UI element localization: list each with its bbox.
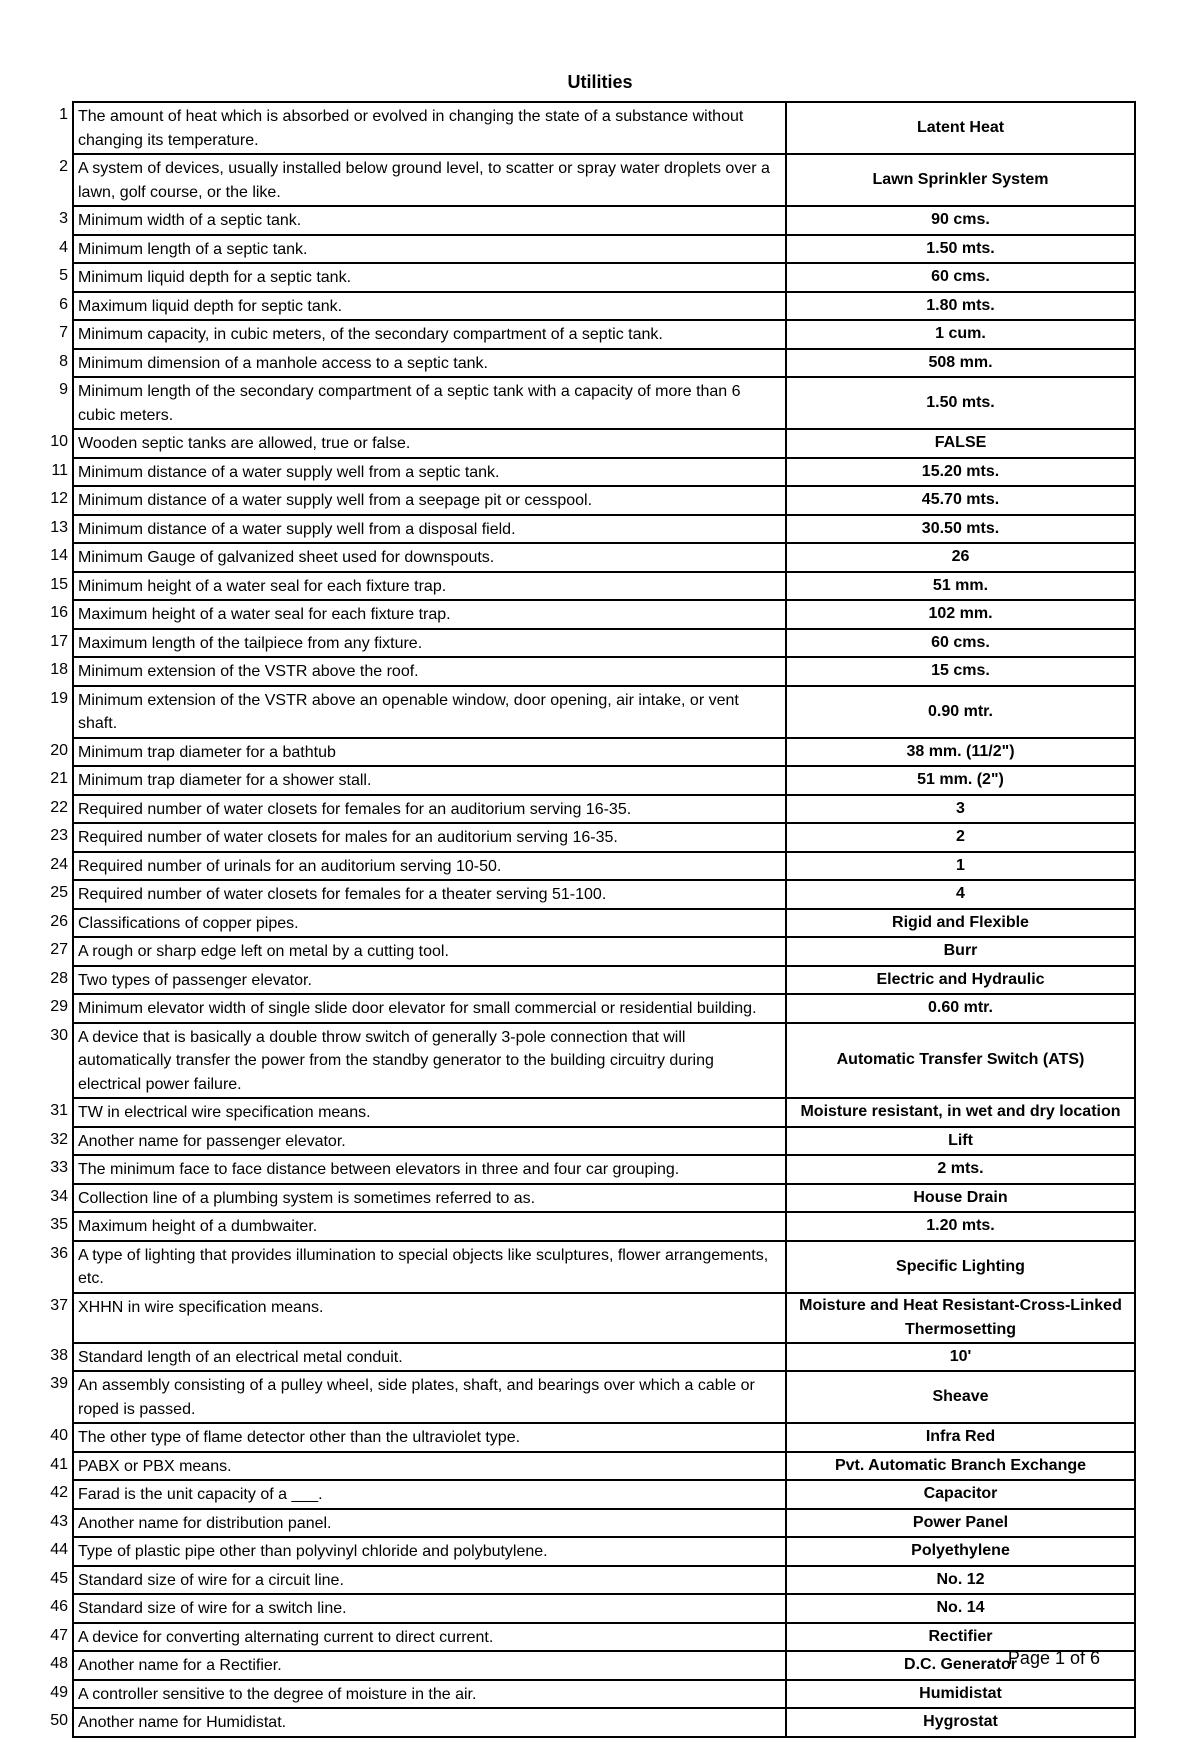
question-cell: Minimum width of a septic tank.	[72, 207, 787, 234]
answer-cell: 15 cms.	[787, 658, 1136, 685]
table-row	[50, 1481, 1136, 1510]
question-cell: Maximum liquid depth for septic tank.	[72, 293, 787, 320]
row-number: 49	[50, 1683, 68, 1701]
answer-cell: 2	[787, 824, 1136, 851]
answer-cell: Rectifier	[787, 1624, 1136, 1651]
row-number: 26	[50, 912, 68, 930]
table-row	[50, 544, 1136, 573]
table-row	[50, 796, 1136, 825]
question-cell: Another name for a Rectifier.	[72, 1652, 787, 1679]
row-number: 3	[59, 210, 68, 227]
row-number: 24	[50, 855, 68, 873]
table-row	[50, 601, 1136, 630]
question-cell: A rough or sharp edge left on metal by a cutting tool.	[72, 938, 787, 965]
row-number: 47	[50, 1626, 68, 1644]
table-row	[59, 207, 1136, 236]
row-number: 43	[50, 1512, 68, 1530]
question-cell: Required number of water closets for females for a theater serving 51-100.	[72, 881, 787, 908]
table-row	[50, 739, 1136, 768]
row-number: 29	[50, 998, 68, 1015]
table-row	[50, 487, 1136, 516]
answer-cell: 1	[787, 853, 1136, 880]
question-cell: Required number of urinals for an auditorium serving 10-50.	[72, 853, 787, 880]
answer-cell: 508 mm.	[787, 350, 1136, 377]
row-number: 19	[50, 689, 68, 707]
row-number: 13	[50, 518, 68, 536]
row-number: 18	[50, 661, 68, 678]
question-cell: Maximum height of a dumbwaiter.	[72, 1213, 787, 1240]
answer-cell: 1.50 mts.	[787, 236, 1136, 263]
table-row	[59, 321, 1136, 350]
row-number: 10	[50, 433, 68, 450]
answer-cell: 4	[787, 881, 1136, 908]
table-row	[50, 938, 1136, 967]
answer-cell: Pvt. Automatic Branch Exchange	[787, 1453, 1136, 1480]
answer-cell: Hygrostat	[787, 1709, 1136, 1736]
table-row	[50, 1156, 1136, 1185]
table-row	[59, 350, 1136, 379]
answer-cell: House Drain	[787, 1185, 1136, 1212]
table-row	[59, 264, 1136, 293]
question-cell: Another name for Humidistat.	[72, 1709, 787, 1736]
question-cell: Minimum extension of the VSTR above an openable window, door opening, air intake, or vent shaft.	[72, 687, 787, 737]
row-number: 36	[50, 1244, 68, 1262]
table-row	[50, 516, 1136, 545]
table-row	[50, 1024, 1136, 1100]
answer-cell: 30.50 mts.	[787, 516, 1136, 543]
table-row	[50, 1538, 1136, 1567]
question-cell: Minimum height of a water seal for each fixture trap.	[72, 573, 787, 600]
table-row	[50, 1294, 1136, 1344]
question-cell: Minimum distance of a water supply well from a septic tank.	[72, 459, 787, 486]
table-row	[50, 967, 1136, 996]
answer-cell: Polyethylene	[787, 1538, 1136, 1565]
answer-cell: D.C. Generator	[787, 1652, 1136, 1679]
question-cell: PABX or PBX means.	[72, 1453, 787, 1480]
question-cell: Collection line of a plumbing system is sometimes referred to as.	[72, 1185, 787, 1212]
answer-cell: Power Panel	[787, 1510, 1136, 1537]
answer-cell: 60 cms.	[787, 630, 1136, 657]
answer-cell: 0.60 mtr.	[787, 995, 1136, 1022]
table-row	[59, 155, 1136, 207]
row-number: 30	[50, 1026, 68, 1044]
answer-cell: 26	[787, 544, 1136, 571]
row-number: 21	[50, 770, 68, 787]
row-number: 7	[59, 324, 68, 341]
question-cell: Minimum length of a septic tank.	[72, 236, 787, 263]
table-row	[50, 1652, 1136, 1681]
row-number: 20	[50, 741, 68, 759]
question-cell: Minimum length of the secondary compartment of a septic tank with a capacity of more than 6 cubic meters.	[72, 378, 787, 428]
answer-cell: No. 12	[787, 1567, 1136, 1594]
question-cell: Required number of water closets for females for an auditorium serving 16-35.	[72, 796, 787, 823]
table-row	[50, 1344, 1136, 1373]
row-number: 33	[50, 1159, 68, 1176]
question-cell: Two types of passenger elevator.	[72, 967, 787, 994]
questions-table	[50, 101, 1136, 1738]
question-cell: Minimum trap diameter for a bathtub	[72, 739, 787, 766]
row-number: 17	[50, 632, 68, 650]
answer-cell: 0.90 mtr.	[787, 687, 1136, 737]
row-number: 15	[50, 575, 68, 593]
question-cell: The amount of heat which is absorbed or evolved in changing the state of a substance without changing its temperature.	[72, 103, 787, 153]
table-row	[59, 378, 1136, 430]
row-number: 28	[50, 969, 68, 987]
table-row	[50, 1372, 1136, 1424]
answer-cell: Electric and Hydraulic	[787, 967, 1136, 994]
row-number: 40	[50, 1427, 68, 1444]
table-row	[50, 1681, 1136, 1710]
answer-cell: 2 mts.	[787, 1156, 1136, 1183]
question-cell: Minimum extension of the VSTR above the roof.	[72, 658, 787, 685]
answer-cell: 3	[787, 796, 1136, 823]
question-cell: Standard size of wire for a switch line.	[72, 1595, 787, 1622]
page-title: Utilities	[567, 72, 633, 92]
answer-cell: Automatic Transfer Switch (ATS)	[787, 1024, 1136, 1098]
question-cell: Maximum length of the tailpiece from any fixture.	[72, 630, 787, 657]
row-number: 39	[50, 1375, 68, 1392]
answer-cell: Capacitor	[787, 1481, 1136, 1508]
table-row	[59, 293, 1136, 322]
answer-cell: 1 cum.	[787, 321, 1136, 348]
table-row	[50, 573, 1136, 602]
table-row	[59, 103, 1136, 155]
table-row	[50, 630, 1136, 659]
question-cell: Minimum trap diameter for a shower stall.	[72, 767, 787, 794]
table-row	[50, 1624, 1136, 1653]
question-cell: Standard size of wire for a circuit line.	[72, 1567, 787, 1594]
table-row	[50, 1213, 1136, 1242]
answer-cell: Rigid and Flexible	[787, 910, 1136, 937]
question-cell: XHHN in wire specification means.	[72, 1294, 787, 1342]
row-number: 8	[59, 352, 68, 370]
table-row	[50, 1510, 1136, 1539]
table-row	[50, 687, 1136, 739]
question-cell: Type of plastic pipe other than polyvinyl chloride and polybutylene.	[72, 1538, 787, 1565]
answer-cell: 102 mm.	[787, 601, 1136, 628]
row-number: 50	[50, 1712, 68, 1729]
answer-cell: 90 cms.	[787, 207, 1136, 234]
table-row	[50, 881, 1136, 910]
question-cell: A device for converting alternating current to direct current.	[72, 1624, 787, 1651]
answer-cell: 1.50 mts.	[787, 378, 1136, 428]
row-number: 35	[50, 1216, 68, 1233]
table-row	[50, 995, 1136, 1024]
row-number: 4	[59, 238, 68, 256]
answer-cell: Latent Heat	[787, 103, 1136, 153]
row-number: 23	[50, 827, 68, 844]
question-cell: Required number of water closets for males for an auditorium serving 16-35.	[72, 824, 787, 851]
answer-cell: Lift	[787, 1128, 1136, 1155]
question-cell: A system of devices, usually installed below ground level, to scatter or spray water droplets over a lawn, golf course, or the like.	[72, 155, 787, 205]
answer-cell: 10'	[787, 1344, 1136, 1371]
question-cell: Another name for passenger elevator.	[72, 1128, 787, 1155]
row-number: 37	[50, 1296, 68, 1314]
answer-cell: 38 mm. (11/2")	[787, 739, 1136, 766]
question-cell: Farad is the unit capacity of a ___.	[72, 1481, 787, 1508]
table-row	[50, 1424, 1136, 1453]
table-row	[50, 1128, 1136, 1157]
table-row	[50, 1709, 1136, 1738]
table-row	[51, 459, 1136, 488]
question-cell: A type of lighting that provides illumination to special objects like sculptures, flower arrangements, etc.	[72, 1242, 787, 1292]
question-cell: Minimum distance of a water supply well from a disposal field.	[72, 516, 787, 543]
table-row	[50, 910, 1136, 939]
answer-cell: Moisture and Heat Resistant-Cross-Linked Thermosetting	[787, 1294, 1136, 1342]
table-row	[50, 1595, 1136, 1624]
answer-cell: No. 14	[787, 1595, 1136, 1622]
answer-cell: Infra Red	[787, 1424, 1136, 1451]
row-number: 27	[50, 941, 68, 958]
row-number: 1	[59, 106, 68, 123]
row-number: 38	[50, 1346, 68, 1364]
row-number: 22	[50, 798, 68, 816]
answer-cell: Burr	[787, 938, 1136, 965]
table-row	[50, 767, 1136, 796]
question-cell: An assembly consisting of a pulley wheel, side plates, shaft, and bearings over which a cable or roped is passed.	[72, 1372, 787, 1422]
answer-cell: Sheave	[787, 1372, 1136, 1422]
question-cell: Another name for distribution panel.	[72, 1510, 787, 1537]
table-row	[50, 658, 1136, 687]
row-number: 44	[50, 1541, 68, 1558]
table-row	[50, 1567, 1136, 1596]
row-number: 32	[50, 1130, 68, 1148]
question-cell: Minimum capacity, in cubic meters, of the secondary compartment of a septic tank.	[72, 321, 787, 348]
question-cell: Maximum height of a water seal for each fixture trap.	[72, 601, 787, 628]
answer-cell: Moisture resistant, in wet and dry location	[787, 1099, 1136, 1126]
row-number: 16	[50, 604, 68, 621]
row-number: 48	[50, 1655, 68, 1672]
row-number: 2	[59, 158, 68, 175]
table-row	[50, 824, 1136, 853]
question-cell: Minimum liquid depth for a septic tank.	[72, 264, 787, 291]
row-number: 25	[50, 884, 68, 901]
table-row	[50, 430, 1136, 459]
answer-cell: 1.80 mts.	[787, 293, 1136, 320]
row-number: 45	[50, 1569, 68, 1587]
row-number: 34	[50, 1187, 68, 1205]
question-cell: Minimum dimension of a manhole access to a septic tank.	[72, 350, 787, 377]
question-cell: Classifications of copper pipes.	[72, 910, 787, 937]
row-number: 12	[50, 490, 68, 507]
answer-cell: Humidistat	[787, 1681, 1136, 1708]
row-number: 14	[50, 547, 68, 564]
question-cell: The minimum face to face distance between elevators in three and four car grouping.	[72, 1156, 787, 1183]
answer-cell: 51 mm.	[787, 573, 1136, 600]
row-number: 11	[51, 461, 68, 479]
table-row	[50, 853, 1136, 882]
table-row	[50, 1453, 1136, 1482]
answer-cell: Specific Lighting	[787, 1242, 1136, 1292]
row-number: 5	[59, 267, 68, 284]
row-number: 41	[50, 1455, 68, 1473]
table-row	[50, 1185, 1136, 1214]
answer-cell: 1.20 mts.	[787, 1213, 1136, 1240]
answer-cell: 45.70 mts.	[787, 487, 1136, 514]
table-row	[59, 236, 1136, 265]
question-cell: Standard length of an electrical metal conduit.	[72, 1344, 787, 1371]
row-number: 46	[50, 1598, 68, 1615]
row-number: 31	[50, 1102, 68, 1119]
question-cell: Wooden septic tanks are allowed, true or false.	[72, 430, 787, 457]
question-cell: Minimum Gauge of galvanized sheet used for downspouts.	[72, 544, 787, 571]
question-cell: The other type of flame detector other than the ultraviolet type.	[72, 1424, 787, 1451]
page-number: Page 1 of 6	[1007, 1648, 1100, 1668]
answer-cell: 15.20 mts.	[787, 459, 1136, 486]
row-number: 9	[59, 381, 68, 398]
table-row	[50, 1099, 1136, 1128]
question-cell: TW in electrical wire specification means.	[72, 1099, 787, 1126]
answer-cell: 51 mm. (2")	[787, 767, 1136, 794]
answer-cell: FALSE	[787, 430, 1136, 457]
row-number: 6	[59, 295, 68, 313]
answer-cell: Lawn Sprinkler System	[787, 155, 1136, 205]
table-row	[50, 1242, 1136, 1294]
question-cell: A controller sensitive to the degree of moisture in the air.	[72, 1681, 787, 1708]
question-cell: Minimum distance of a water supply well from a seepage pit or cesspool.	[72, 487, 787, 514]
answer-cell: 60 cms.	[787, 264, 1136, 291]
question-cell: A device that is basically a double throw switch of generally 3-pole connection that will automatically transfer the power from the standby generator to the building circuitry during electrical power failure.	[72, 1024, 787, 1098]
question-cell: Minimum elevator width of single slide door elevator for small commercial or residential building.	[72, 995, 787, 1022]
row-number: 42	[50, 1484, 68, 1501]
